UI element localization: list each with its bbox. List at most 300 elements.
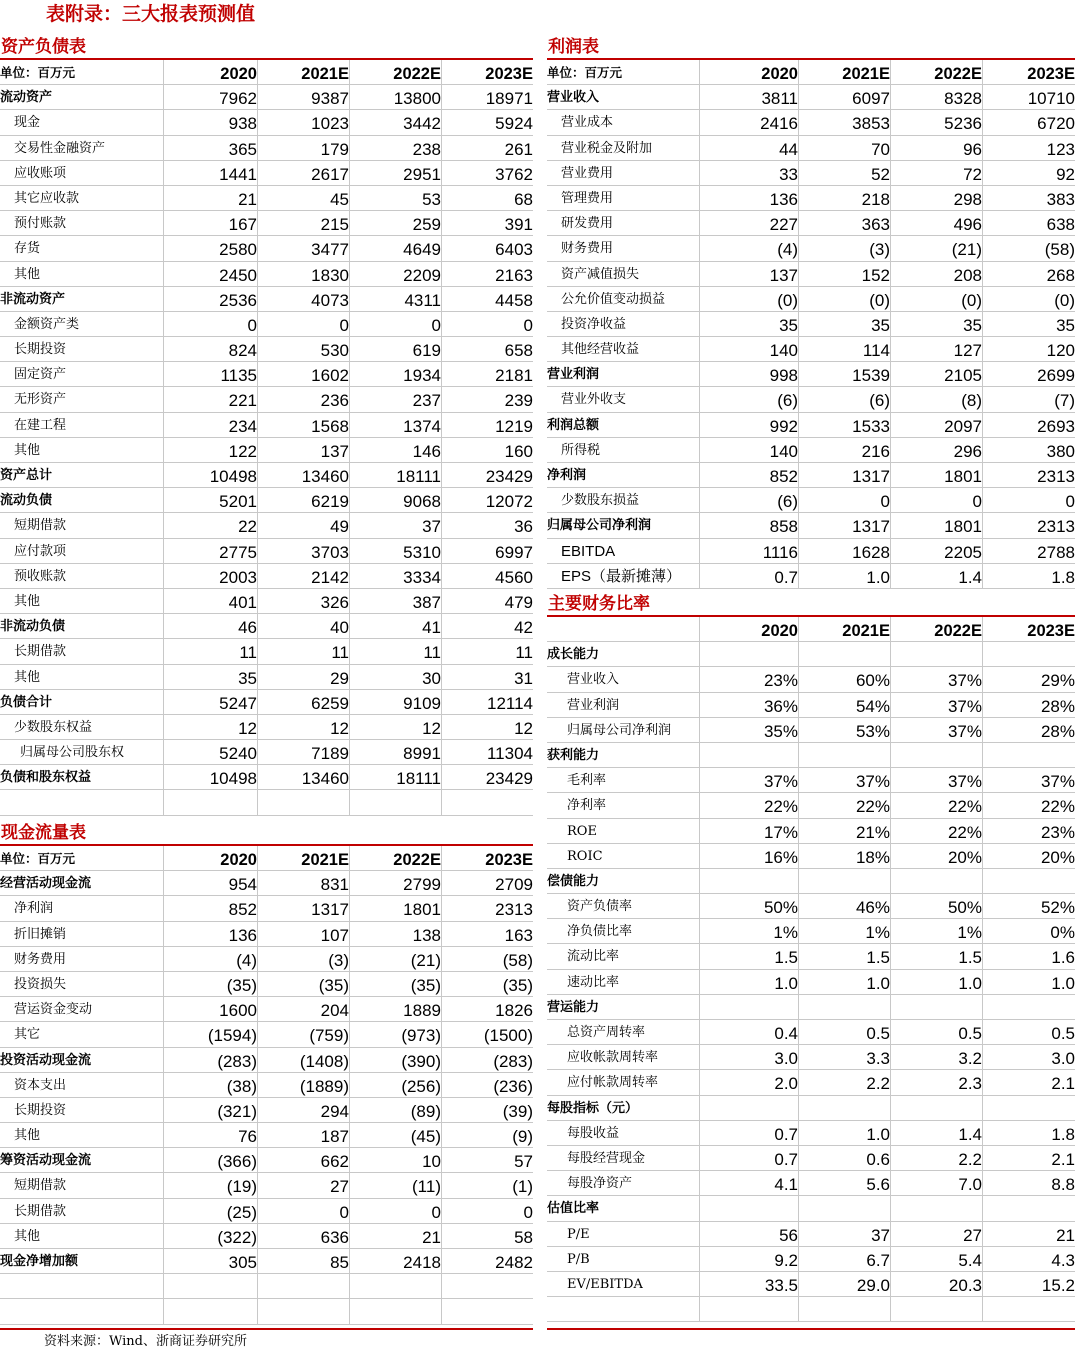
ratios-row — [547, 768, 1075, 793]
row-value — [890, 1196, 982, 1220]
row-value: 179 — [320, 139, 349, 159]
row-value: 2313 — [495, 900, 533, 920]
row-value: 992 — [769, 416, 798, 436]
row-value: 5310 — [403, 542, 441, 562]
row-value: 35% — [763, 721, 798, 741]
row-value: 619 — [412, 341, 441, 361]
year-header: 2021E — [842, 65, 890, 83]
row-value: 0% — [1050, 923, 1075, 943]
row-value: 0 — [339, 315, 349, 335]
row-label: 短期借款 — [14, 518, 67, 534]
row-value: 387 — [412, 592, 441, 612]
row-value — [982, 1096, 1075, 1120]
row-value: (0) — [869, 290, 890, 310]
row-value: 1801 — [944, 517, 982, 537]
row-value: (38) — [226, 1076, 257, 1096]
cashflow-row — [0, 871, 533, 896]
balance-row — [0, 715, 533, 740]
column-divider — [441, 60, 442, 816]
row-value: 23% — [763, 671, 798, 691]
row-value: (283) — [217, 1051, 257, 1071]
row-value: 11304 — [486, 744, 533, 764]
row-value: 2.3 — [958, 1074, 982, 1094]
row-value: 37% — [855, 772, 890, 792]
row-value: 2181 — [495, 366, 533, 386]
row-label: 投资活动现金流 — [0, 1052, 92, 1068]
row-value: 1889 — [403, 1001, 441, 1021]
row-value — [982, 743, 1075, 767]
row-value — [890, 642, 982, 666]
row-value — [699, 1096, 798, 1120]
row-value: (21) — [951, 240, 982, 260]
row-value: 37% — [947, 696, 982, 716]
row-value: 1023 — [311, 114, 349, 134]
row-value: 2142 — [311, 567, 349, 587]
row-value: 136 — [228, 925, 257, 945]
row-value: (6) — [777, 391, 798, 411]
row-value: 9109 — [403, 693, 441, 713]
row-value: 1.0 — [1051, 973, 1075, 993]
row-label: 短期借款 — [14, 1178, 67, 1194]
row-value: 3334 — [403, 567, 441, 587]
row-value: 3703 — [311, 542, 349, 562]
row-value: 40 — [330, 618, 349, 638]
row-value: 37 — [871, 1225, 890, 1245]
row-value: (1) — [512, 1177, 533, 1197]
cashflow-row — [0, 1073, 533, 1098]
row-label: 现金净增加额 — [0, 1254, 79, 1269]
row-value: 1.0 — [866, 567, 890, 587]
row-value: 7189 — [311, 744, 349, 764]
row-value — [699, 995, 798, 1019]
income-statement-panel — [547, 31, 1075, 589]
column-divider — [349, 60, 350, 816]
row-label: 净利率 — [567, 798, 607, 814]
ratios-row — [547, 894, 1075, 919]
year-header: 2021E — [301, 851, 349, 869]
cashflow-row — [0, 1048, 533, 1073]
row-value: 0 — [431, 1202, 441, 1222]
row-value: 9.2 — [774, 1250, 798, 1270]
row-value: 28% — [1040, 721, 1075, 741]
unit-label: 单位：百万元 — [0, 65, 76, 80]
row-value: (35) — [318, 975, 349, 995]
year-header: 2023E — [1027, 65, 1075, 83]
ratios-row — [547, 642, 1075, 667]
row-value: 2163 — [495, 265, 533, 285]
row-value: 12 — [330, 718, 349, 738]
row-value: 998 — [769, 366, 798, 386]
column-divider — [699, 60, 700, 589]
cashflow-row — [0, 1098, 533, 1123]
row-value: 1628 — [852, 542, 890, 562]
row-value — [798, 995, 890, 1019]
row-value: 2.2 — [958, 1149, 982, 1169]
row-value: 107 — [320, 925, 349, 945]
row-value: 31 — [514, 668, 533, 688]
row-value: 28% — [1040, 696, 1075, 716]
cashflow-row — [0, 1199, 533, 1224]
row-value: 4073 — [311, 290, 349, 310]
balance-row — [0, 287, 533, 312]
row-value: 261 — [504, 139, 533, 159]
row-label: 少数股东权益 — [14, 719, 93, 735]
ratios-table — [547, 617, 1075, 1322]
row-value: 208 — [953, 265, 982, 285]
row-value: 0 — [247, 315, 257, 335]
cashflow-title: 现金流量表 — [0, 817, 533, 846]
row-label: 成长能力 — [547, 647, 600, 663]
balance-row — [0, 539, 533, 564]
row-value: 120 — [1046, 341, 1075, 361]
year-header: 2023E — [485, 851, 533, 869]
row-label: 归属母公司股东权 — [20, 745, 125, 761]
cashflow-row — [0, 1173, 533, 1198]
year-header: 2021E — [842, 622, 890, 640]
row-value: (21) — [410, 950, 441, 970]
row-label: 负债合计 — [0, 694, 53, 710]
row-value: 938 — [228, 114, 257, 134]
row-value: 6259 — [311, 693, 349, 713]
cashflow-row — [0, 896, 533, 921]
row-value: 2209 — [403, 265, 441, 285]
row-value: 296 — [953, 441, 982, 461]
row-value: 0.5 — [1051, 1024, 1075, 1043]
row-value: 49 — [330, 517, 349, 537]
row-value: 636 — [320, 1227, 349, 1247]
row-value: 22% — [763, 797, 798, 817]
balance-row — [0, 110, 533, 135]
row-value: 23429 — [485, 769, 533, 789]
row-label: P/E — [567, 1226, 590, 1242]
balance-row — [0, 463, 533, 488]
row-value: 1.6 — [1051, 948, 1075, 968]
row-value: (6) — [869, 391, 890, 411]
row-value: 391 — [504, 215, 533, 235]
row-label: 应付款项 — [14, 543, 67, 559]
row-value — [982, 642, 1075, 666]
row-value: 1.8 — [1051, 567, 1075, 587]
row-value: (35) — [226, 975, 257, 995]
row-value: (58) — [502, 950, 533, 970]
cashflow-row — [0, 1224, 533, 1249]
column-divider — [257, 846, 258, 1325]
row-value: 72 — [963, 164, 982, 184]
row-value: 92 — [1056, 164, 1075, 184]
balance-row — [0, 639, 533, 664]
row-value: (35) — [502, 975, 533, 995]
row-value: 96 — [963, 139, 982, 159]
row-label: 财务费用 — [561, 241, 614, 257]
row-value: 137 — [320, 441, 349, 461]
row-value: 2003 — [219, 567, 257, 587]
ratios-blank-row — [547, 1297, 1075, 1322]
year-header: 2022E — [393, 851, 441, 869]
row-value: 0 — [972, 492, 982, 512]
row-value: 35 — [1056, 315, 1075, 335]
balance-row — [0, 438, 533, 463]
row-value: 52% — [1040, 898, 1075, 918]
row-value: (89) — [410, 1101, 441, 1121]
row-value: 8328 — [944, 89, 982, 109]
balance-row — [0, 211, 533, 236]
row-value: 6997 — [495, 542, 533, 562]
column-divider — [163, 846, 164, 1325]
row-value: 11 — [423, 643, 441, 663]
row-value: 2709 — [495, 875, 533, 895]
ratios-row — [547, 1222, 1075, 1247]
row-value: 23% — [1040, 822, 1075, 842]
ratios-row — [547, 944, 1075, 969]
balance-table — [0, 60, 533, 816]
row-value: 831 — [320, 875, 349, 895]
row-label: 应收帐款周转率 — [567, 1050, 659, 1066]
ratios-row — [547, 844, 1075, 869]
row-value: 50% — [947, 898, 982, 918]
row-value: 12 — [238, 718, 257, 738]
row-value: 0.7 — [774, 1149, 798, 1169]
row-value: 2.2 — [866, 1074, 890, 1094]
row-value: 9068 — [403, 492, 441, 512]
balance-blank-row — [0, 790, 533, 815]
row-value: 496 — [953, 215, 982, 235]
income-row — [547, 564, 1075, 589]
row-value — [798, 743, 890, 767]
row-value — [798, 869, 890, 893]
ratios-title: 主要财务比率 — [547, 588, 1075, 617]
row-label: 长期借款 — [14, 1203, 67, 1219]
row-value: 37% — [763, 772, 798, 792]
row-label: EPS（最新摊薄） — [561, 567, 682, 585]
unit-label: 单位：百万元 — [0, 851, 76, 866]
row-value: 1568 — [311, 416, 349, 436]
row-value: 35 — [963, 315, 982, 335]
row-value: 140 — [769, 441, 798, 461]
row-value: 1.5 — [866, 948, 890, 968]
row-value: 0 — [523, 315, 533, 335]
row-value: 11 — [239, 643, 257, 663]
row-value: 138 — [412, 925, 441, 945]
row-value: 1.5 — [774, 948, 798, 968]
balance-title: 资产负债表 — [0, 31, 533, 60]
row-value: 46% — [855, 898, 890, 918]
row-value: 0 — [880, 492, 890, 512]
row-value — [982, 869, 1075, 893]
row-value: 127 — [953, 341, 982, 361]
row-value: 1.8 — [1051, 1124, 1075, 1144]
income-row — [547, 362, 1075, 387]
row-value: 122 — [228, 441, 257, 461]
row-label: 筹资活动现金流 — [0, 1153, 92, 1169]
row-value: 2205 — [944, 542, 982, 562]
balance-header-row — [0, 60, 533, 85]
row-value: 1317 — [852, 517, 890, 537]
balance-row — [0, 665, 533, 690]
row-value: 204 — [320, 1001, 349, 1021]
row-value: 365 — [228, 139, 257, 159]
column-divider — [257, 60, 258, 816]
row-value: (3) — [328, 950, 349, 970]
row-value: 10 — [422, 1152, 441, 1172]
row-label: 其他 — [14, 593, 41, 609]
cashflow-blank-row — [0, 1299, 533, 1324]
row-value: 1801 — [944, 467, 982, 486]
row-label: 归属母公司净利润 — [547, 518, 652, 534]
row-value: 33.5 — [764, 1275, 798, 1295]
ratios-row — [547, 1020, 1075, 1045]
page-title: 表附录：三大报表预测值 — [46, 3, 256, 25]
income-table — [547, 60, 1075, 589]
row-value: 2.0 — [774, 1074, 798, 1094]
row-value: 5.4 — [958, 1250, 982, 1270]
row-value: 5201 — [219, 492, 257, 512]
row-value: 662 — [320, 1152, 349, 1172]
row-value: 234 — [228, 416, 257, 436]
row-value — [699, 642, 798, 666]
row-label: 其他 — [14, 669, 41, 685]
row-value: 16% — [763, 847, 798, 867]
income-row — [547, 161, 1075, 186]
column-divider — [349, 846, 350, 1325]
cashflow-header-row — [0, 846, 533, 871]
ratios-row — [547, 995, 1075, 1020]
income-row — [547, 85, 1075, 110]
row-value: 54% — [855, 696, 890, 716]
row-value: 7.0 — [958, 1175, 982, 1195]
row-value: 1219 — [495, 416, 533, 436]
row-value: 2482 — [495, 1253, 533, 1272]
row-value: 1533 — [852, 416, 890, 436]
row-value: 3.0 — [774, 1049, 798, 1069]
row-value: 1% — [957, 923, 982, 943]
row-value: (0) — [777, 290, 798, 310]
row-value: 6720 — [1037, 114, 1075, 134]
cashflow-panel — [0, 817, 533, 1325]
row-value: 0 — [523, 1202, 533, 1222]
row-value: 41 — [422, 618, 441, 638]
row-value: 1% — [865, 923, 890, 943]
row-label: 其他 — [14, 442, 41, 458]
cashflow-row — [0, 997, 533, 1022]
row-value: 20% — [1040, 847, 1075, 867]
ratios-row — [547, 1096, 1075, 1121]
row-value: 52 — [871, 164, 890, 184]
row-value: 4.1 — [774, 1175, 798, 1195]
row-value: 60% — [855, 671, 890, 691]
row-value: 363 — [861, 215, 890, 235]
row-label: 营业收入 — [547, 90, 600, 106]
row-label: 资产减值损失 — [561, 266, 640, 282]
cashflow-row — [0, 1148, 533, 1173]
column-divider — [890, 617, 891, 1322]
row-label: 非流动资产 — [0, 291, 66, 307]
balance-row — [0, 765, 533, 790]
row-value: 1441 — [219, 164, 257, 184]
income-row — [547, 337, 1075, 362]
row-value: 1% — [773, 923, 798, 943]
row-value: 20.3 — [948, 1275, 982, 1295]
row-value: 1801 — [403, 900, 441, 920]
row-value: 10498 — [209, 467, 257, 486]
year-header: 2020 — [761, 622, 798, 640]
row-value: 1.0 — [866, 973, 890, 993]
row-value: 2416 — [760, 114, 798, 134]
row-value: (256) — [401, 1076, 441, 1096]
balance-row — [0, 564, 533, 589]
row-label: 预付账款 — [14, 216, 67, 232]
row-label: 营业收入 — [567, 672, 620, 688]
row-value: 160 — [504, 441, 533, 461]
row-value — [798, 1096, 890, 1120]
row-label: 在建工程 — [14, 417, 67, 433]
row-value: 187 — [320, 1127, 349, 1147]
balance-row — [0, 614, 533, 639]
row-value: (1408) — [299, 1051, 349, 1071]
balance-row — [0, 85, 533, 110]
row-value: (1889) — [299, 1076, 349, 1096]
row-label: 经营活动现金流 — [0, 876, 92, 892]
row-value: 236 — [320, 391, 349, 411]
income-row — [547, 488, 1075, 513]
row-label: 应收账项 — [14, 165, 67, 181]
row-value: 4311 — [404, 290, 441, 310]
row-value: 4560 — [495, 567, 533, 587]
row-label: 长期投资 — [14, 1102, 67, 1118]
row-value: 4458 — [495, 290, 533, 310]
row-value: 2313 — [1037, 517, 1075, 537]
row-value: (236) — [493, 1076, 533, 1096]
row-value: 2536 — [219, 290, 257, 310]
row-value: (8) — [961, 391, 982, 411]
row-value: 2693 — [1037, 416, 1075, 436]
balance-row — [0, 387, 533, 412]
row-value: 238 — [412, 139, 441, 159]
row-value: 36 — [514, 517, 533, 537]
row-label: 流动资产 — [0, 90, 53, 106]
row-value: 136 — [769, 189, 798, 209]
row-value: 3.0 — [1051, 1049, 1075, 1069]
row-value: 259 — [412, 215, 441, 235]
row-value: 37% — [1040, 772, 1075, 792]
cashflow-blank-row — [0, 1274, 533, 1299]
income-row — [547, 136, 1075, 161]
row-value: 137 — [769, 265, 798, 285]
year-header: 2022E — [934, 65, 982, 83]
ratios-row — [547, 869, 1075, 894]
row-value: 0.5 — [866, 1024, 890, 1043]
row-label: 无形资产 — [14, 392, 67, 408]
row-label: 营运能力 — [547, 999, 600, 1015]
row-value: 11 — [515, 643, 533, 663]
row-label: 其它应收款 — [14, 190, 80, 206]
row-value: 1317 — [852, 467, 890, 486]
row-value: 2.1 — [1051, 1149, 1075, 1169]
row-value: 4.3 — [1051, 1250, 1075, 1270]
row-label: 交易性金融资产 — [14, 140, 106, 156]
row-value: 33 — [779, 164, 798, 184]
row-label: 长期借款 — [14, 644, 67, 660]
year-header: 2020 — [220, 851, 257, 869]
row-value: (321) — [217, 1101, 257, 1121]
row-value: 638 — [1046, 215, 1075, 235]
row-value: 824 — [228, 341, 257, 361]
row-value: 70 — [871, 139, 890, 159]
row-value: 17% — [763, 822, 798, 842]
row-value: 2313 — [1037, 467, 1075, 486]
cashflow-row — [0, 1249, 533, 1274]
row-value — [982, 1196, 1075, 1220]
row-label: EV/EBITDA — [567, 1276, 643, 1292]
